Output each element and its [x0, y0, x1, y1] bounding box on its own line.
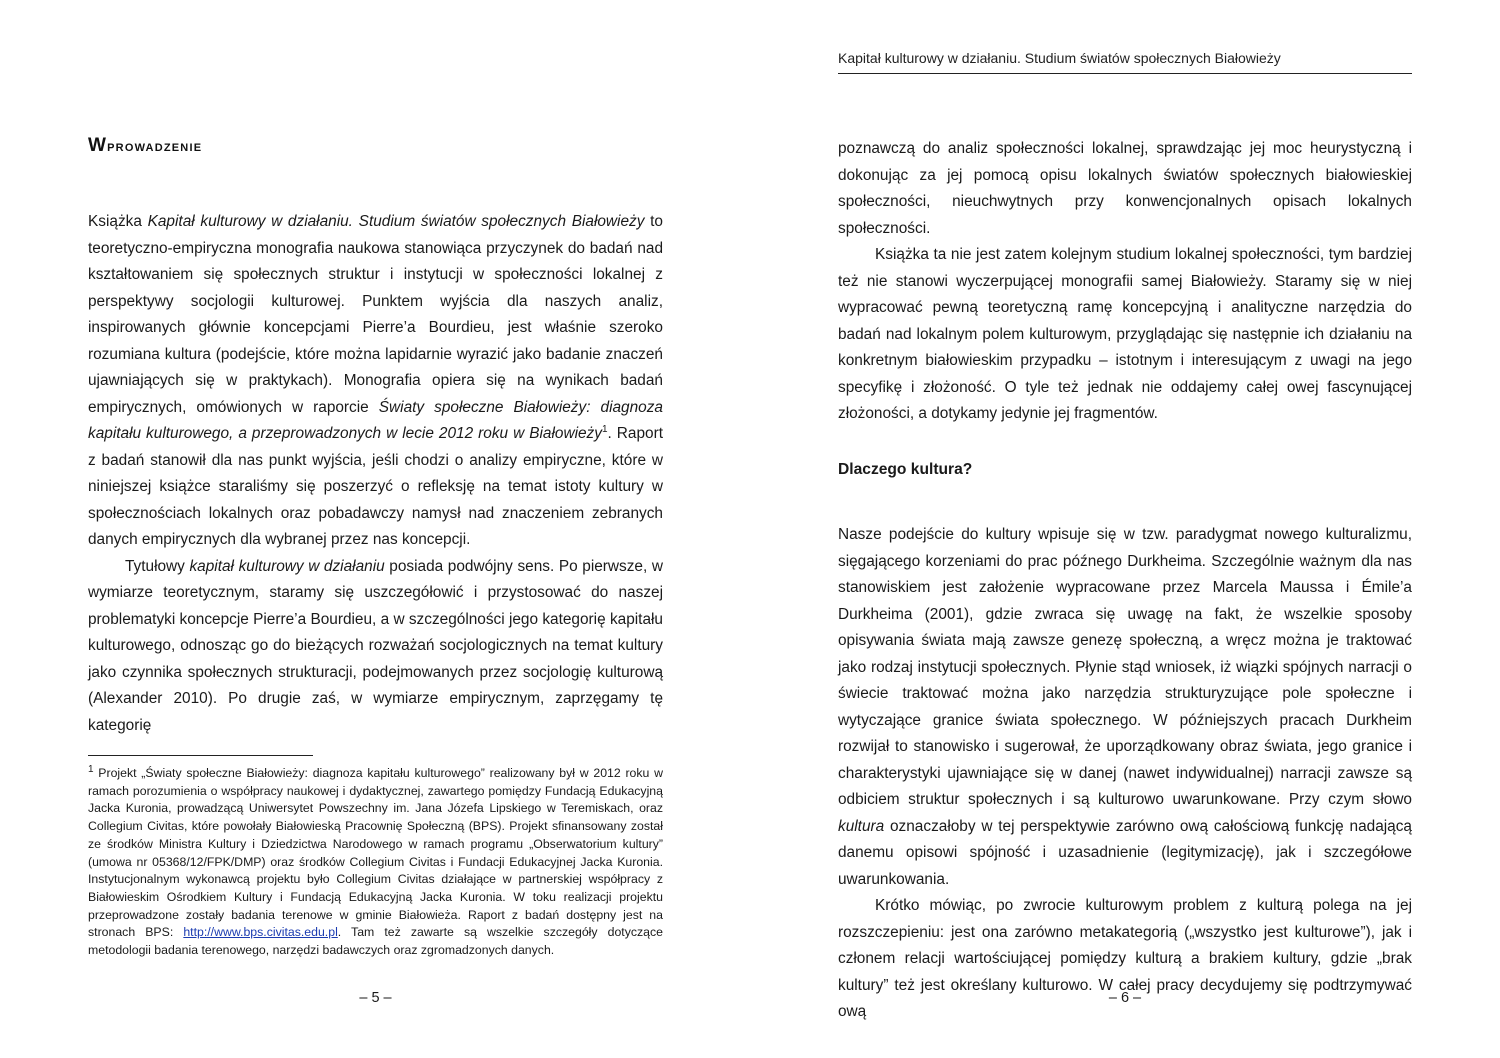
italic-phrase: kapitał kulturowy w działaniu: [189, 557, 385, 575]
footnote-reference[interactable]: 1: [601, 423, 608, 435]
right-page: [838, 0, 1412, 1058]
paragraph: Krótko mówiąc, po zwrocie kulturowym problem z kulturą polega na jej rozszczepieniu: jest ona zarówno metakategorią („wszystko jest kulturowe”), jak i członem relacji wartościującej pomiędzy kulturą a brakiem kultury, gdzie „brak kultury” też jest określany kulturowo. W całej pracy decydujemy się podtrzymywać ową: [838, 897, 1412, 1020]
footnote-link[interactable]: http://www.bps.civitas.edu.pl: [183, 925, 338, 940]
chapter-title-initial: W: [88, 135, 108, 156]
paragraph: Książka ta nie jest zatem kolejnym studium lokalnej społeczności, tym bardziej też nie stanowi wyczerpującej monografii samej Białowieży. Staramy się w niej wypracować pewną teoretyczną ramę koncepcyjną i analityczne narzędzia do badań nad lokalnym polem kulturowym, przyglądając się następnie ich działaniu na konkretnym białowieskim przypadku – istotnym i interesującym z uwagi na jego specyfikę i złożoność. O tyle też jednak nie oddajemy całej owej fascynującej złożoności, a dotykamy jedynie jej fragmentów.: [838, 246, 1412, 422]
chapter-title-rest: prowadzenie: [107, 138, 203, 155]
italic-word: kultura: [838, 817, 885, 835]
paragraph: Tytułowy kapitał kulturowy w działaniu posiada podwójny sens. Po pierwsze, w wymiarze teoretycznym, staramy się uszczegółowić i przystosować do naszej problematyki koncepcje Pierre’a Bourdieu, a w szczególności jego kategorię kapitału kulturowego, odnosząc go do bieżących rozważań socjologicznych na temat kultury jako czynnika społecznych strukturacji, podejmowanych przez socjologię kulturową (Alexander 2010). Po drugie zaś, w wymiarze empirycznym, zaprzęgamy tę kategorię: [88, 557, 663, 734]
right-body-text: [838, 136, 1412, 1026]
page-number: – 5 –: [359, 990, 392, 1006]
footnote: $^1$ Projekt „Światy społeczne Białowieży: diagnoza kapitału kulturowego” realizowany był w 2012 roku w ramach porozumienia o współpracy naukowej i dydaktycznej, zawartego pomiędzy Fundacją Edukacyjną Jacka Kuronia, prowadzącą Uniwersytet Powszechny im. Jana Józefa Lipskiego w Teremiskach, oraz Collegium Civitas, które powołały Białowieską Pracownię Społeczną (BPS). Projekt sfinansowany został ze środków Ministra Kultury i Dziedzictwa Narodowego w ramach programu „Obserwatorium kultury” (umowa nr 05368/12/FPK/DMP) oraz środków Collegium Civitas i Fundacji Edukacyjnej Jacka Kuronia. Instytucjonalnym wykonawcą projektu było Collegium Civitas działające w partnerskiej współpracy z Białowieskim Ośrodkiem Kultury i Fundacją Edukacyjną Jacka Kuronia. W toku realizacji projektu przeprowadzone zostały badania terenowe w gminie Białowieża. Raport z badań dostępny jest na stronach BPS: http://www.bps.civitas.edu.pl. Tam też zawarte są wszelkie szczegóły dotyczące metodologii badania terenowego, narzędzi badawczych oraz zgromadzonych danych.: [88, 763, 663, 958]
left-page: [88, 0, 663, 1058]
report-title-italic: Światy społeczne Białowieży: diagnoza kapitału kulturowego, a przeprowadzonych w lecie 2012 roku w Białowieży: [88, 398, 663, 442]
paragraph: poznawczą do analiz społeczności lokalnej, sprawdzając jej moc heurystyczną i dokonując za jej pomocą opisu lokalnych światów społecznych białowieskiej społeczności, nieuchwytnych przy konwencjonalnych opisach lokalnych społeczności.: [838, 140, 1412, 237]
paragraph: Nasze podejście do kultury wpisuje się w tzw. paradygmat nowego kulturalizmu, sięgającego korzeniami do prac późnego Durkheima. Szczególnie ważnym dla nas stanowiskiem jest założenie wypracowane przez Marcela Maussa i Émile’a Durkheima (2001), gdzie zwraca się uwagę na fakt, że wszelkie sposoby opisywania świata mają zawsze genezę społeczną, a wręcz można je traktować jako rodzaj instytucji społecznych. Płynie stąd wniosek, iż wiązki spójnych narracji o świecie traktować można jako narzędzia strukturyzujące pole społeczne i wytyczające granice świata społecznego. W późniejszych pracach Durkheim rozwijał to stanowisko i sugerował, że uporządkowany obraz świata, jego granice i charakterystyki ujawniające się w danej (nawet indywidualnej) narracji zawsze są odbiciem struktur społecznych i są kulturowo uwarunkowane. Przy czym słowo kultura oznaczałoby w tej perspektywie zarówno ową całościową funkcję nadającą danemu opisowi spójność i uzasadnienie (legitymizację), jak i szczegółowe uwarunkowania.: [838, 526, 1412, 888]
footnote-separator: [88, 755, 313, 756]
book-title-italic: Kapitał kulturowy w działaniu. Studium światów społecznych Białowieży: [147, 213, 645, 230]
left-body-text: [88, 209, 663, 739]
chapter-title: [88, 135, 202, 157]
footnote-number: 1: [88, 763, 94, 775]
paragraph: Książka Kapitał kulturowy w działaniu. Studium światów społecznych Białowieży to teoretyczno-empiryczna monografia naukowa stanowiąca przyczynek do badań nad kształtowaniem się społecznych struktur i instytucji w społeczności lokalnej z perspektywy socjologii kulturowej. Punktem wyjścia dla naszych analiz, inspirowanych głównie koncepcjami Pierre’a Bourdieu, jest właśnie szeroko rozumiana kultura (podejście, które można lapidarnie wyrazić jako badanie znaczeń ujawniających się w praktykach). Monografia opiera się na wynikach badań empirycznych, omówionych w raporcie Światy społeczne Białowieży: diagnoza kapitału kulturowego, a przeprowadzonych w lecie 2012 roku w Białowieży$^1$. Raport z badań stanowił dla nas punkt wyjścia, jeśli chodzi o analizy empiryczne, które w niniejszej książce staraliśmy się poszerzyć o refleksję na temat istoty kultury w społecznościach lokalnych oraz pobadawczy namysł nad znaczeniem zebranych danych empirycznych dla wybranej przez nas koncepcji.: [88, 213, 663, 548]
running-header: Kapitał kulturowy w działaniu. Studium światów społecznych Białowieży: [838, 48, 1412, 74]
section-heading: Dlaczego kultura?: [838, 460, 973, 478]
page-number: – 6 –: [1108, 990, 1142, 1006]
